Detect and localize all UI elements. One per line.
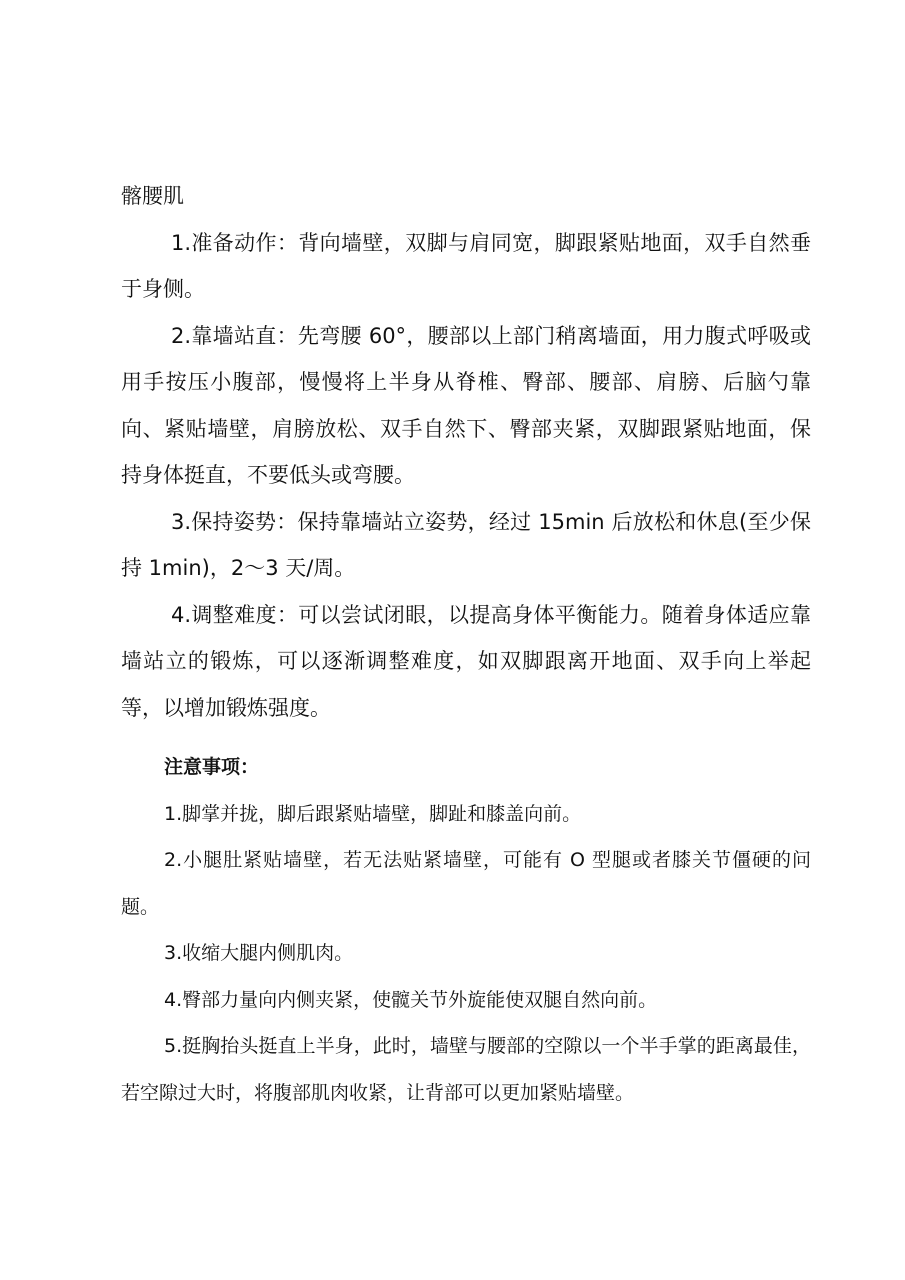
note-5-paragraph: 5.挺胸抬头挺直上半身，此时，墙壁与腰部的空隙以一个半手掌的距离最佳，若空隙过大时，将腹部肌肉收紧，让背部可以更加紧贴墙壁。 bbox=[121, 1035, 811, 1104]
notes-section bbox=[121, 744, 811, 1116]
step-3-paragraph: 3.保持姿势：保持靠墙站立姿势，经过 15min 后放松和休息(至少保持 1min)，2～3 天/周。 bbox=[121, 509, 811, 580]
step-4-paragraph: 4.调整难度：可以尝试闭眼，以提高身体平衡能力。随着身体适应靠墙站立的锻炼，可以逐渐调整难度，如双脚跟离开地面、双手向上举起等，以增加锻炼强度。 bbox=[121, 602, 811, 720]
intro-line: 髂腰肌 bbox=[121, 184, 184, 208]
note-1-paragraph: 1.脚掌并拢，脚后跟紧贴墙壁，脚趾和膝盖向前。 bbox=[164, 802, 582, 825]
step-2-paragraph: 2.靠墙站直：先弯腰 60°，腰部以上部门稍离墙面，用力腹式呼吸或用手按压小腹部，慢慢将上半身从脊椎、臀部、腰部、肩膀、后脑勺靠向、紧贴墙壁，肩膀放松、双手自然下、臀部夹紧，双脚跟紧贴地面，保持身体挺直，不要低头或弯腰。 bbox=[121, 323, 811, 487]
notes-heading: 注意事项： bbox=[164, 756, 260, 778]
note-2-paragraph: 2.小腿肚紧贴墙壁，若无法贴紧墙壁，可能有 O 型腿或者膝关节僵硬的问题。 bbox=[121, 849, 811, 918]
note-4-paragraph: 4.臀部力量向内侧夹紧，使髋关节外旋能使双腿自然向前。 bbox=[164, 988, 658, 1011]
exercise-instructions bbox=[121, 173, 811, 731]
step-1-paragraph: 1.准备动作：背向墙壁，双脚与肩同宽，脚跟紧贴地面，双手自然垂于身侧。 bbox=[121, 230, 811, 301]
note-3-paragraph: 3.收缩大腿内侧肌肉。 bbox=[164, 942, 354, 964]
